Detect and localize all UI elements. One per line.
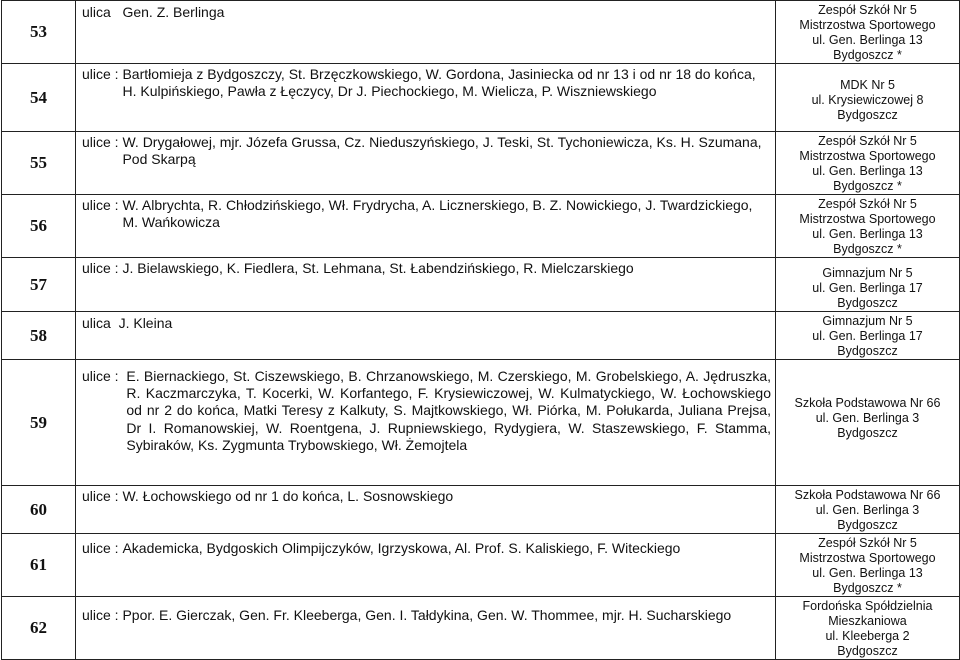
assigned-school <box>776 486 960 534</box>
table-row <box>2 486 960 534</box>
street-list <box>76 312 776 360</box>
street-label: ulice : <box>82 368 119 384</box>
school-address: Zespół Szkół Nr 5 Mistrzostwa Sportowego ul. Gen. Berlinga 13 Bydgoszcz * <box>799 134 936 193</box>
street-list <box>76 132 776 195</box>
row-number: 57 <box>2 258 76 312</box>
street-list <box>76 195 776 258</box>
street-label: ulice : <box>82 66 119 82</box>
street-label: ulica <box>82 315 111 331</box>
school-address: Zespół Szkół Nr 5 Mistrzostwa Sportowego ul. Gen. Berlinga 13 Bydgoszcz * <box>799 197 936 256</box>
row-number: 54 <box>2 64 76 132</box>
school-address: Gimnazjum Nr 5 ul. Gen. Berlinga 17 Bydgoszcz <box>812 266 923 310</box>
row-number: 56 <box>2 195 76 258</box>
table-row <box>2 64 960 132</box>
assigned-school <box>776 1 960 64</box>
school-address: Gimnazjum Nr 5 ul. Gen. Berlinga 17 Bydgoszcz <box>812 314 923 358</box>
assigned-school <box>776 258 960 312</box>
street-names: Akademicka, Bydgoskich Olimpijczyków, Igrzyskowa, Al. Prof. S. Kaliskiego, F. Witeckiego <box>122 540 681 556</box>
assigned-school <box>776 195 960 258</box>
street-list <box>76 534 776 597</box>
school-address: Szkoła Podstawowa Nr 66 ul. Gen. Berlinga 3 Bydgoszcz <box>794 396 941 440</box>
table-row <box>2 534 960 597</box>
assigned-school <box>776 132 960 195</box>
street-list <box>76 597 776 660</box>
school-address: Szkoła Podstawowa Nr 66 ul. Gen. Berlinga 3 Bydgoszcz <box>794 488 941 532</box>
row-number: 53 <box>2 1 76 64</box>
street-names: Ppor. E. Gierczak, Gen. Fr. Kleeberga, Gen. I. Tałdykina, Gen. W. Thommee, mjr. H. Sucharskiego <box>122 607 732 623</box>
street-names: J. Kleina <box>118 315 173 331</box>
street-names: W. Albrychta, R. Chłodzińskiego, Wł. Frydrycha, A. Licznerskiego, B. Z. Nowickiego, J. Twardzickiego, M. Wańkowicza <box>122 197 753 230</box>
table-row <box>2 195 960 258</box>
street-list <box>76 360 776 486</box>
assigned-school <box>776 312 960 360</box>
row-number: 59 <box>2 360 76 486</box>
assigned-school <box>776 64 960 132</box>
school-address: Zespół Szkół Nr 5 Mistrzostwa Sportowego ul. Gen. Berlinga 13 Bydgoszcz * <box>799 3 936 62</box>
street-label: ulice : <box>82 197 119 213</box>
row-number: 62 <box>2 597 76 660</box>
row-number: 61 <box>2 534 76 597</box>
table-row <box>2 258 960 312</box>
street-names: Bartłomieja z Bydgoszczy, St. Brzęczkowskiego, W. Gordona, Jasiniecka od nr 13 i od nr 18 do końca, H. Kulpińskiego, Pawła z Łęczycy, Dr J. Piechockiego, M. Wielicza, P. Wiszniewskiego <box>122 66 756 99</box>
school-address: MDK Nr 5 ul. Krysiewiczowej 8 Bydgoszcz <box>811 78 924 122</box>
school-district-table <box>1 0 960 660</box>
street-list <box>76 1 776 64</box>
row-number: 60 <box>2 486 76 534</box>
row-number: 58 <box>2 312 76 360</box>
street-list <box>76 258 776 312</box>
street-label: ulice : <box>82 260 119 276</box>
street-label: ulice : <box>82 607 119 623</box>
table-row <box>2 312 960 360</box>
street-label: ulice : <box>82 134 119 150</box>
street-names: W. Łochowskiego od nr 1 do końca, L. Sosnowskiego <box>122 488 454 504</box>
street-label: ulice : <box>82 540 119 556</box>
row-number: 55 <box>2 132 76 195</box>
street-label: ulica <box>82 4 111 20</box>
street-list <box>76 64 776 132</box>
table-row <box>2 1 960 64</box>
street-names: J. Bielawskiego, K. Fiedlera, St. Lehmana, St. Łabendzińskiego, R. Mielczarskiego <box>122 260 634 276</box>
street-label: ulice : <box>82 488 119 504</box>
table-row <box>2 597 960 660</box>
assigned-school <box>776 360 960 486</box>
street-names: E. Biernackiego, St. Ciszewskiego, B. Chrzanowskiego, M. Czerskiego, M. Grobelskiego, A. Jędruszka, R. Kaczmarczyka, T. Kocerki, W. Korfantego, F. Krysiewiczowej, W. Kulmatyckiego, W. Łochowskiego od nr 2 do końca, Matki Teresy z Kalkuty, S. Majtkowskiego, Wł. Piórka, M. Połukarda, Juliana Prejsa, Dr I. Romanowskiej, W. Roentgena, J. Rupniewskiego, Rydygiera, W. Staszewskiego, F. Stamma, Sybiraków, Ks. Zygmunta Trybowskiego, Wł. Żemojtela <box>126 368 771 453</box>
assigned-school <box>776 597 960 660</box>
table-row <box>2 132 960 195</box>
street-list <box>76 486 776 534</box>
street-names: W. Drygałowej, mjr. Józefa Grussa, Cz. Nieduszyńskiego, J. Teski, St. Tychoniewicza, Ks. H. Szumana, Pod Skarpą <box>122 134 762 167</box>
assigned-school <box>776 534 960 597</box>
school-address: Zespół Szkół Nr 5 Mistrzostwa Sportowego ul. Gen. Berlinga 13 Bydgoszcz * <box>799 536 936 595</box>
school-address: Fordońska Spółdzielnia Mieszkaniowa ul. Kleeberga 2 Bydgoszcz <box>802 599 933 658</box>
table-row <box>2 360 960 486</box>
street-names: Gen. Z. Berlinga <box>122 4 225 20</box>
